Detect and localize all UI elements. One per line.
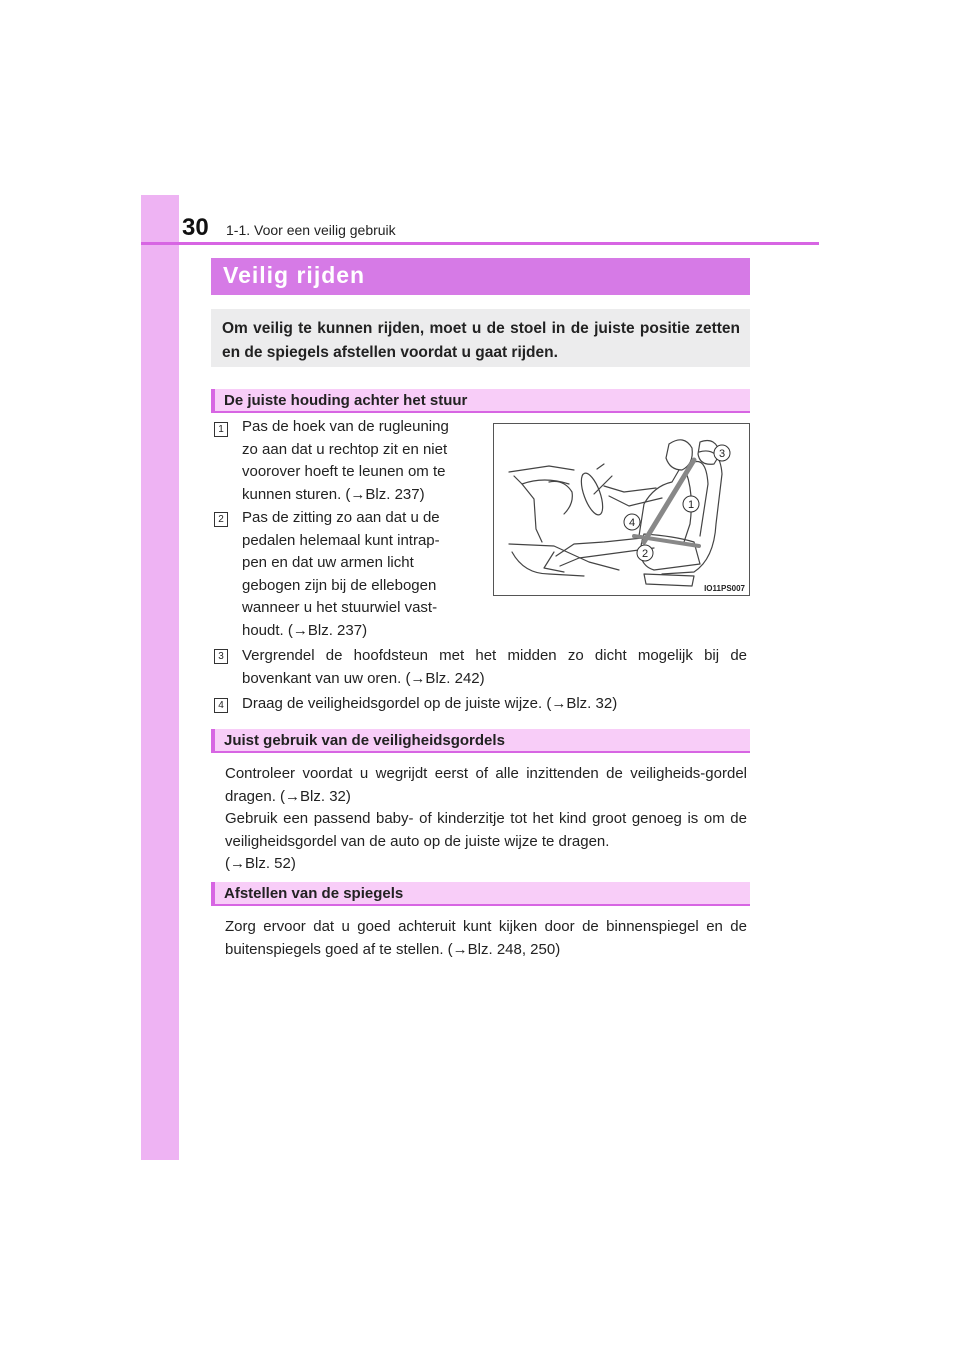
- seating-position-figure: [493, 423, 750, 596]
- section-heading-text: Afstellen van de spiegels: [224, 885, 404, 902]
- item-number-2: 2: [214, 512, 228, 527]
- item-2-line: Pas de zitting zo aan dat u de: [242, 509, 440, 526]
- item-1-text: [242, 416, 482, 506]
- seatbelts-paragraph-1: Controleer voordat u wegrijdt eerst of alle inzittenden de veiligheids-gordel dragen. (→Blz. 32): [225, 765, 747, 805]
- page-number: 30: [182, 214, 209, 241]
- section-heading-text: Juist gebruik van de veiligheidsgordels: [224, 732, 505, 749]
- item-2-line: gebogen zijn bij de ellebogen: [242, 576, 437, 594]
- seatbelts-paragraph-2: Gebruik een passend baby- of kinderzitje tot het kind groot genoeg is om de veiligheidsgordel van de auto op de juiste wijze te dragen.: [225, 810, 747, 850]
- intro-text: Om veilig te kunnen rijden, moet u de stoel in de juiste positie zetten en de spiegels afstellen voordat u gaat rijden.: [222, 320, 740, 361]
- section-heading-seatbelts: [211, 729, 750, 753]
- item-2-text: [242, 507, 482, 642]
- page-title: Veilig rijden: [223, 262, 366, 288]
- item-3-text: Vergrendel de hoofdsteun met het midden zo dicht mogelijk bij de bovenkant van uw oren. (→Blz. 242): [242, 647, 747, 687]
- figure-code: IO11PS007: [704, 584, 745, 593]
- item-number-4: 4: [214, 698, 228, 713]
- item-4-text: Draag de veiligheidsgordel op de juiste wijze. (→Blz. 32): [242, 695, 618, 712]
- intro-box: [211, 309, 750, 367]
- item-number-3: 3: [214, 649, 228, 664]
- chapter-sidebar-tab: [141, 195, 179, 1160]
- page-title-bar: [211, 258, 750, 295]
- figure-callout-1: 1: [687, 499, 695, 511]
- section-heading-posture: [211, 389, 750, 413]
- item-2-line: pen en dat uw armen licht: [242, 554, 414, 571]
- item-2-line: pedalen helemaal kunt intrap-: [242, 531, 440, 549]
- item-number-1: 1: [214, 422, 228, 437]
- figure-callout-4: 4: [628, 517, 636, 529]
- header-rule: [141, 242, 819, 245]
- mirrors-paragraph: Zorg ervoor dat u goed achteruit kunt kijken door de binnenspiegel en de buitenspiegels goed af te stellen. (→Blz. 248, 250): [225, 918, 747, 958]
- chapter-title: 1-1. Voor een veilig gebruik: [226, 222, 396, 238]
- item-1-line: zo aan dat u rechtop zit en niet: [242, 440, 448, 458]
- item-1-line: kunnen sturen. (→Blz. 237): [242, 485, 425, 503]
- section-heading-text: De juiste houding achter het stuur: [224, 392, 468, 409]
- item-2-line: houdt. (→Blz. 237): [242, 621, 368, 639]
- item-1-line: Pas de hoek van de rugleuning: [242, 418, 449, 435]
- driver-illustration: [494, 424, 749, 595]
- seatbelts-paragraph-2-ref: (→Blz. 52): [225, 855, 296, 872]
- item-1-line: voorover hoeft te leunen om te: [242, 463, 446, 480]
- section-heading-mirrors: [211, 882, 750, 906]
- figure-callout-3: 3: [718, 448, 726, 460]
- item-2-line: wanneer u het stuurwiel vast-: [242, 599, 438, 616]
- figure-callout-2: 2: [641, 548, 649, 560]
